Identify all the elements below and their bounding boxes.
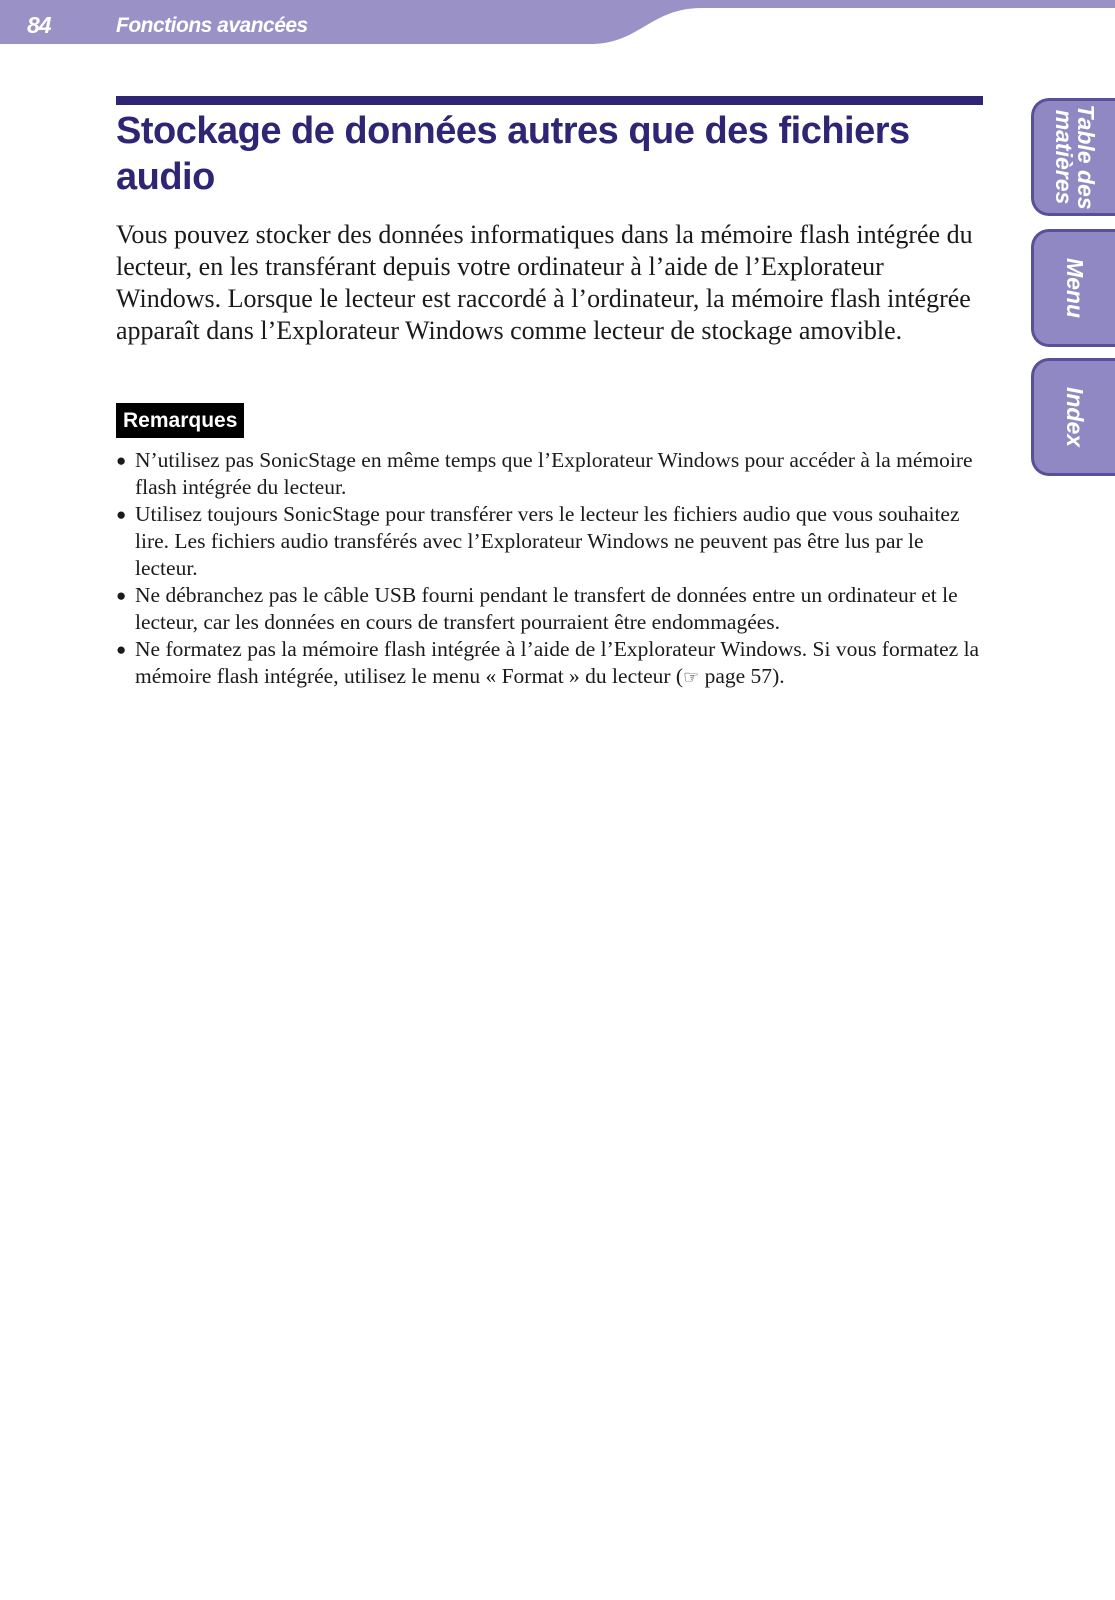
page-title: Stockage de données autres que des fichiers audio (116, 110, 910, 198)
bullet-icon: ● (116, 505, 127, 524)
tab-index-label: Index (1061, 386, 1088, 448)
remark-text: N’utilisez pas SonicStage en même temps que l’Explorateur Windows pour accéder à la mémoire flash intégrée du lecteur. (135, 448, 973, 499)
remark-item (116, 447, 986, 501)
tab-toc-line-1: Table des (1072, 104, 1099, 210)
bullet-icon: ● (116, 640, 127, 659)
intro-paragraph: Vous pouvez stocker des données informatiques dans la mémoire flash intégrée du lecteur, en les transférant depuis votre ordinateur à l’aide de l’Explorateur Windows. Lorsque le lecteur est raccordé à l’ordinateur, la mémoire flash intégrée apparaît dans l’Explorateur Windows comme lecteur de stockage amovible. (116, 220, 973, 345)
remark-item (116, 636, 986, 691)
remark-text: Ne débranchez pas le câble USB fourni pendant le transfert de données entre un ordinateur et le lecteur, car les données en cours de transfert pourraient être endommagées. (135, 583, 958, 634)
tab-table-of-contents[interactable] (1031, 98, 1115, 216)
bullet-icon: ● (116, 451, 127, 470)
title-rule (116, 96, 983, 105)
header-band (0, 0, 1115, 46)
tab-table-of-contents-label (1050, 104, 1099, 210)
tab-menu[interactable] (1031, 229, 1115, 347)
remark-item (116, 501, 986, 582)
pointing-hand-icon: ☞ (683, 667, 700, 688)
tab-menu-label: Menu (1061, 257, 1088, 319)
bullet-icon: ● (116, 586, 127, 605)
remarks-label: Remarques (116, 403, 244, 438)
section-title: Fonctions avancées (116, 14, 308, 37)
remark-item (116, 582, 986, 636)
remark-text: Ne formatez pas la mémoire flash intégrée à l’aide de l’Explorateur Windows. Si vous formatez la mémoire flash intégrée, utilisez le menu « Format » du lecteur ( (135, 637, 980, 688)
tab-index[interactable] (1031, 358, 1115, 476)
remark-text-tail: ). (772, 664, 785, 688)
page-reference-link[interactable]: page 57 (699, 664, 773, 688)
remarks-list (116, 447, 986, 691)
page-number: 84 (27, 12, 51, 38)
remark-text: Utilisez toujours SonicStage pour transférer vers le lecteur les fichiers audio que vous souhaitez lire. Les fichiers audio transférés avec l’Explorateur Windows ne peuvent pas être lus par le lecteur. (135, 502, 960, 580)
tab-toc-line-2: matières (1050, 109, 1077, 205)
